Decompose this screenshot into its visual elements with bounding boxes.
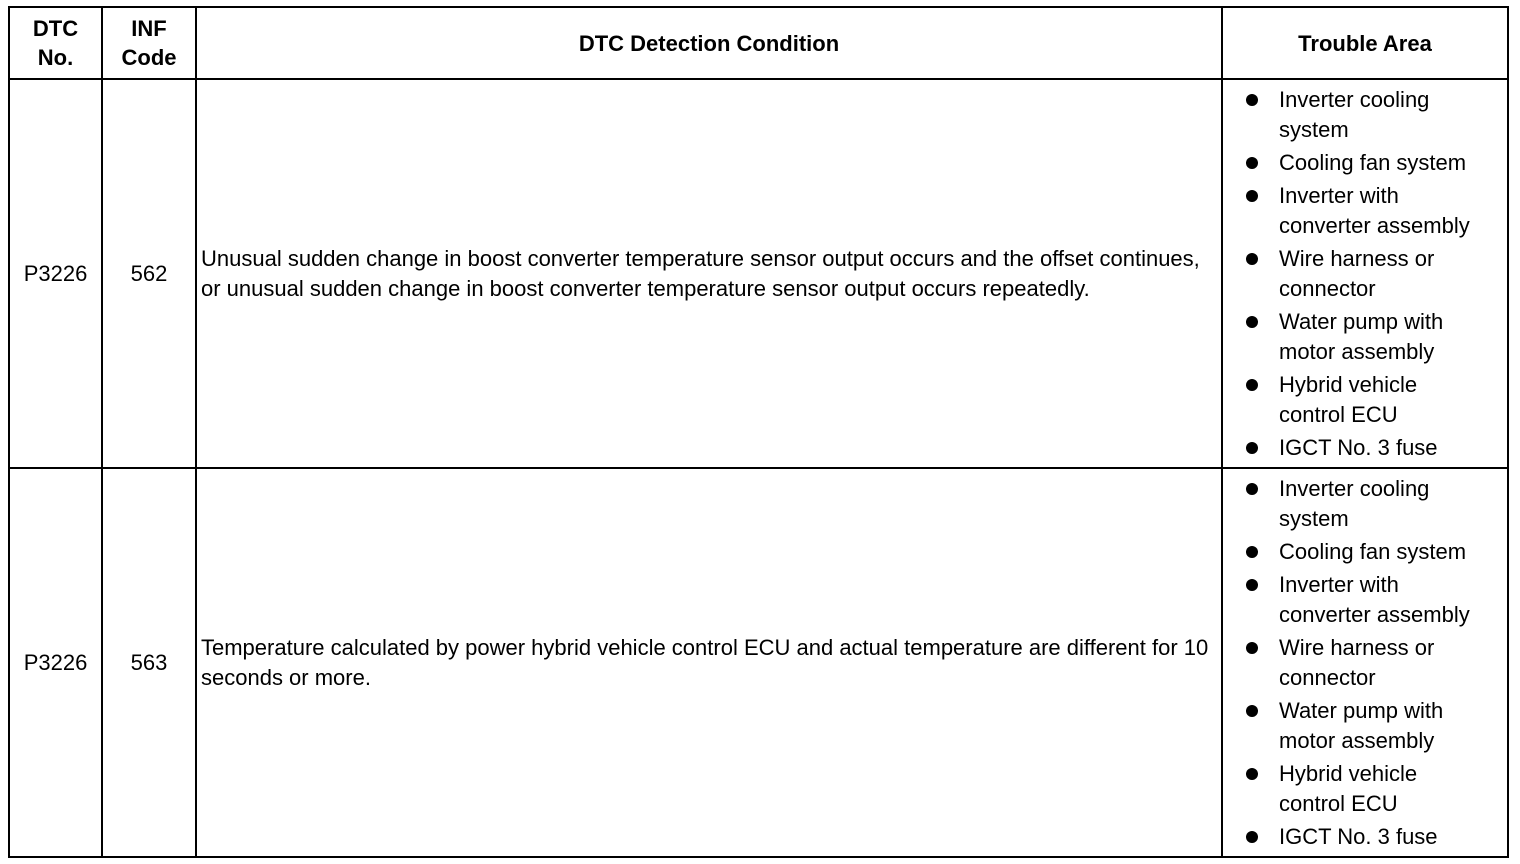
header-dtc-no	[9, 7, 102, 79]
inf-code-cell: 563	[102, 468, 196, 857]
list-item	[1223, 370, 1507, 430]
list-item-line1: Inverter cooling	[1279, 475, 1430, 501]
list-item-line1: IGCT No. 3 fuse	[1279, 434, 1438, 460]
list-item	[1223, 537, 1507, 567]
list-item-line2: converter assembly	[1279, 601, 1470, 627]
list-item-line1: Water pump with	[1279, 697, 1444, 723]
header-inf-code	[102, 7, 196, 79]
list-item-line1: Inverter cooling	[1279, 86, 1430, 112]
list-item-line2: control ECU	[1279, 790, 1398, 816]
header-dtc-no-line2: No.	[37, 45, 74, 70]
list-item-line1: Hybrid vehicle	[1279, 760, 1418, 786]
bullet-icon	[1246, 190, 1258, 202]
header-trouble-area: Trouble Area	[1222, 7, 1508, 79]
header-inf-code-line2: Code	[121, 45, 177, 70]
bullet-icon	[1246, 379, 1258, 391]
list-item-line2: motor assembly	[1279, 727, 1435, 753]
bullet-icon	[1246, 831, 1258, 843]
header-inf-code-line1: INF	[131, 16, 167, 41]
list-item	[1223, 633, 1507, 693]
list-item-line2: motor assembly	[1279, 338, 1435, 364]
list-item-line1: IGCT No. 3 fuse	[1279, 823, 1438, 849]
dtc-table	[8, 6, 1509, 858]
list-item	[1223, 474, 1507, 534]
list-item	[1223, 696, 1507, 756]
list-item	[1223, 570, 1507, 630]
list-item-line1: Cooling fan system	[1279, 149, 1467, 175]
header-condition: DTC Detection Condition	[196, 7, 1222, 79]
bullet-icon	[1246, 483, 1258, 495]
trouble-area-cell	[1222, 468, 1508, 857]
dtc-no-cell: P3226	[9, 468, 102, 857]
condition-cell: Temperature calculated by power hybrid vehicle control ECU and actual temperature are different for 10 seconds or more.	[196, 468, 1222, 857]
list-item-line1: Water pump with	[1279, 308, 1444, 334]
bullet-icon	[1246, 546, 1258, 558]
list-item-line1: Wire harness or	[1279, 634, 1435, 660]
list-item	[1223, 85, 1507, 145]
list-item-line2: converter assembly	[1279, 212, 1470, 238]
trouble-area-cell	[1222, 79, 1508, 468]
dtc-no-cell: P3226	[9, 79, 102, 468]
bullet-icon	[1246, 579, 1258, 591]
bullet-icon	[1246, 705, 1258, 717]
table-row	[9, 79, 1508, 468]
list-item	[1223, 433, 1507, 463]
list-item-line2: connector	[1279, 275, 1376, 301]
bullet-icon	[1246, 442, 1258, 454]
list-item-line2: control ECU	[1279, 401, 1398, 427]
list-item	[1223, 244, 1507, 304]
table-header-row	[9, 7, 1508, 79]
bullet-icon	[1246, 94, 1258, 106]
bullet-icon	[1246, 316, 1258, 328]
list-item	[1223, 822, 1507, 852]
list-item-line2: connector	[1279, 664, 1376, 690]
bullet-icon	[1246, 642, 1258, 654]
table-row	[9, 468, 1508, 857]
list-item	[1223, 307, 1507, 367]
trouble-area-list	[1223, 85, 1507, 463]
list-item	[1223, 148, 1507, 178]
list-item-line2: system	[1279, 116, 1349, 142]
list-item-line1: Hybrid vehicle	[1279, 371, 1418, 397]
bullet-icon	[1246, 768, 1258, 780]
header-dtc-no-line1: DTC	[32, 16, 79, 41]
list-item-line1: Wire harness or	[1279, 245, 1435, 271]
condition-cell: Unusual sudden change in boost converter temperature sensor output occurs and the offset continues, or unusual sudden change in boost converter temperature sensor output occurs repeatedly.	[196, 79, 1222, 468]
list-item-line1: Inverter with	[1279, 571, 1399, 597]
trouble-area-list	[1223, 474, 1507, 852]
list-item-line1: Cooling fan system	[1279, 538, 1467, 564]
list-item-line2: system	[1279, 505, 1349, 531]
bullet-icon	[1246, 253, 1258, 265]
list-item	[1223, 759, 1507, 819]
inf-code-cell: 562	[102, 79, 196, 468]
list-item-line1: Inverter with	[1279, 182, 1399, 208]
list-item	[1223, 181, 1507, 241]
bullet-icon	[1246, 157, 1258, 169]
